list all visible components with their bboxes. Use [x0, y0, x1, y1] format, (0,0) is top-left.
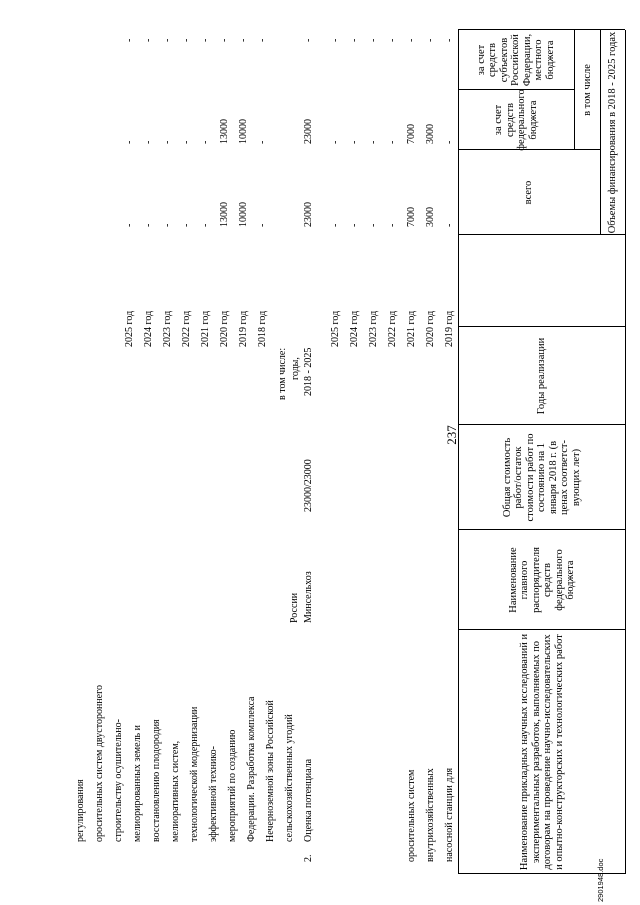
header-federal: за счет средств федерального бюджета	[493, 89, 539, 151]
year-cell: 2025 год	[330, 310, 341, 347]
federal-cell: 13000	[219, 119, 230, 144]
federal-cell: -	[124, 140, 135, 144]
header-cost: Общая стоимость работ/остаток стоимости работ по состоянию на 1 января 2018 г. (в ценах соответст-вующих лет)	[501, 433, 582, 522]
text-line: Нечерноземной зоны Российской	[265, 700, 276, 842]
federal-cell: -	[143, 140, 154, 144]
total-cell: -	[330, 223, 341, 227]
regional-cell: -	[143, 38, 154, 42]
regional-cell: -	[330, 38, 341, 42]
federal-cell: 7000	[406, 124, 417, 144]
row2-cost: 23000/23000	[303, 459, 314, 512]
year-cell: 2020 год	[425, 310, 436, 347]
text-line: Оценка потенциала	[303, 758, 314, 842]
total-cell: 10000	[238, 202, 249, 227]
year-cell: 2018 год	[257, 310, 268, 347]
header-total: всего	[523, 180, 535, 205]
total-cell: -	[387, 223, 398, 227]
regional-cell: -	[238, 38, 249, 42]
text-line: сельскохозяйственных угодий	[284, 714, 295, 842]
regional-cell: -	[406, 38, 417, 42]
year-cell: 2020 год	[219, 310, 230, 347]
total-cell: -	[124, 223, 135, 227]
total-cell: -	[349, 223, 360, 227]
federal-cell: 3000	[425, 124, 436, 144]
year-cell: 2024 год	[143, 310, 154, 347]
year-cell: 2021 год	[200, 310, 211, 347]
text-line: насосной станции для	[444, 767, 455, 862]
text-line: оросительных систем двустороннего	[94, 685, 105, 842]
text-line: 2018 - 2025	[303, 347, 314, 396]
total-cell: -	[162, 223, 173, 227]
text-line: мероприятий по созданию	[227, 729, 238, 842]
header-manager: Наименование главного распорядителя средств федерального бюджета	[507, 547, 576, 613]
year-cell: 2019 год	[238, 310, 249, 347]
regional-cell: -	[219, 38, 230, 42]
federal-cell: 10000	[238, 119, 249, 144]
text-line: годы,	[290, 357, 301, 380]
text-line: мелиоративных систем,	[170, 740, 181, 842]
total-cell: -	[368, 223, 379, 227]
federal-cell: -	[162, 140, 173, 144]
text-line: строительству осушительно-	[113, 719, 124, 842]
regional-cell: -	[349, 38, 360, 42]
year-cell: 2023 год	[162, 310, 173, 347]
total-cell: 23000	[303, 202, 314, 227]
total-cell: 13000	[219, 202, 230, 227]
text-line: России	[289, 592, 300, 623]
doc-code-text: 2901948.doc	[596, 858, 605, 902]
page-number: 237	[444, 425, 459, 445]
total-cell: 7000	[406, 207, 417, 227]
federal-cell: -	[257, 140, 268, 144]
federal-cell: -	[387, 140, 398, 144]
federal-cell: -	[368, 140, 379, 144]
regional-cell: -	[162, 38, 173, 42]
text-line: в том числе:	[277, 347, 288, 400]
regional-cell: -	[124, 38, 135, 42]
total-cell: -	[444, 223, 455, 227]
year-cell: 2022 год	[181, 310, 192, 347]
text-line: оросительных систем	[406, 769, 417, 862]
total-cell: -	[143, 223, 154, 227]
text-line: эффективной технико-	[208, 745, 219, 842]
text-line: Минсельхоз	[303, 571, 314, 623]
year-cell: 2021 год	[406, 310, 417, 347]
total-cell: -	[181, 223, 192, 227]
text-line: восстановлению плодородия	[151, 719, 162, 842]
total-cell: -	[200, 223, 211, 227]
total-cell: 3000	[425, 207, 436, 227]
federal-cell: -	[200, 140, 211, 144]
header-years: Годы реализации	[536, 337, 548, 415]
header-volumes: Объемы финансирования в 2018 - 2025 годах	[607, 31, 619, 234]
row-number: 2.	[303, 854, 314, 862]
header-regional: за счет средств субъектов Российской Федерации, местного бюджета	[475, 33, 556, 87]
federal-cell: -	[349, 140, 360, 144]
header-incl: в том числе	[581, 64, 593, 116]
text-line: Федерации. Разработка комплекса	[246, 696, 257, 842]
regional-cell: -	[444, 38, 455, 42]
text-line: внутрихозяйственных	[425, 768, 436, 862]
regional-cell: -	[387, 38, 398, 42]
header-name: Наименование прикладных научных исследований и экспериментальных разработок, выполняемых по договорам на проведение научно-исследовательских и опытно-конструкторских и технологических работ	[519, 633, 565, 871]
federal-cell: 23000	[303, 119, 314, 144]
year-cell: 2023 год	[368, 310, 379, 347]
federal-cell: -	[181, 140, 192, 144]
regional-cell: -	[303, 38, 314, 42]
total-cell: -	[257, 223, 268, 227]
text-line: регулирования	[75, 779, 86, 842]
regional-cell: -	[368, 38, 379, 42]
text-line: технологической модернизации	[189, 706, 200, 842]
regional-cell: -	[257, 38, 268, 42]
year-cell: 2025 год	[124, 310, 135, 347]
doc-code	[596, 822, 608, 902]
regional-cell: -	[200, 38, 211, 42]
federal-cell: -	[330, 140, 341, 144]
regional-cell: -	[425, 38, 436, 42]
text-line: мелиорированных земель и	[132, 725, 143, 842]
federal-cell: -	[444, 140, 455, 144]
year-cell: 2022 год	[387, 310, 398, 347]
year-cell: 2024 год	[349, 310, 360, 347]
year-cell: 2019 год	[444, 310, 455, 347]
regional-cell: -	[181, 38, 192, 42]
